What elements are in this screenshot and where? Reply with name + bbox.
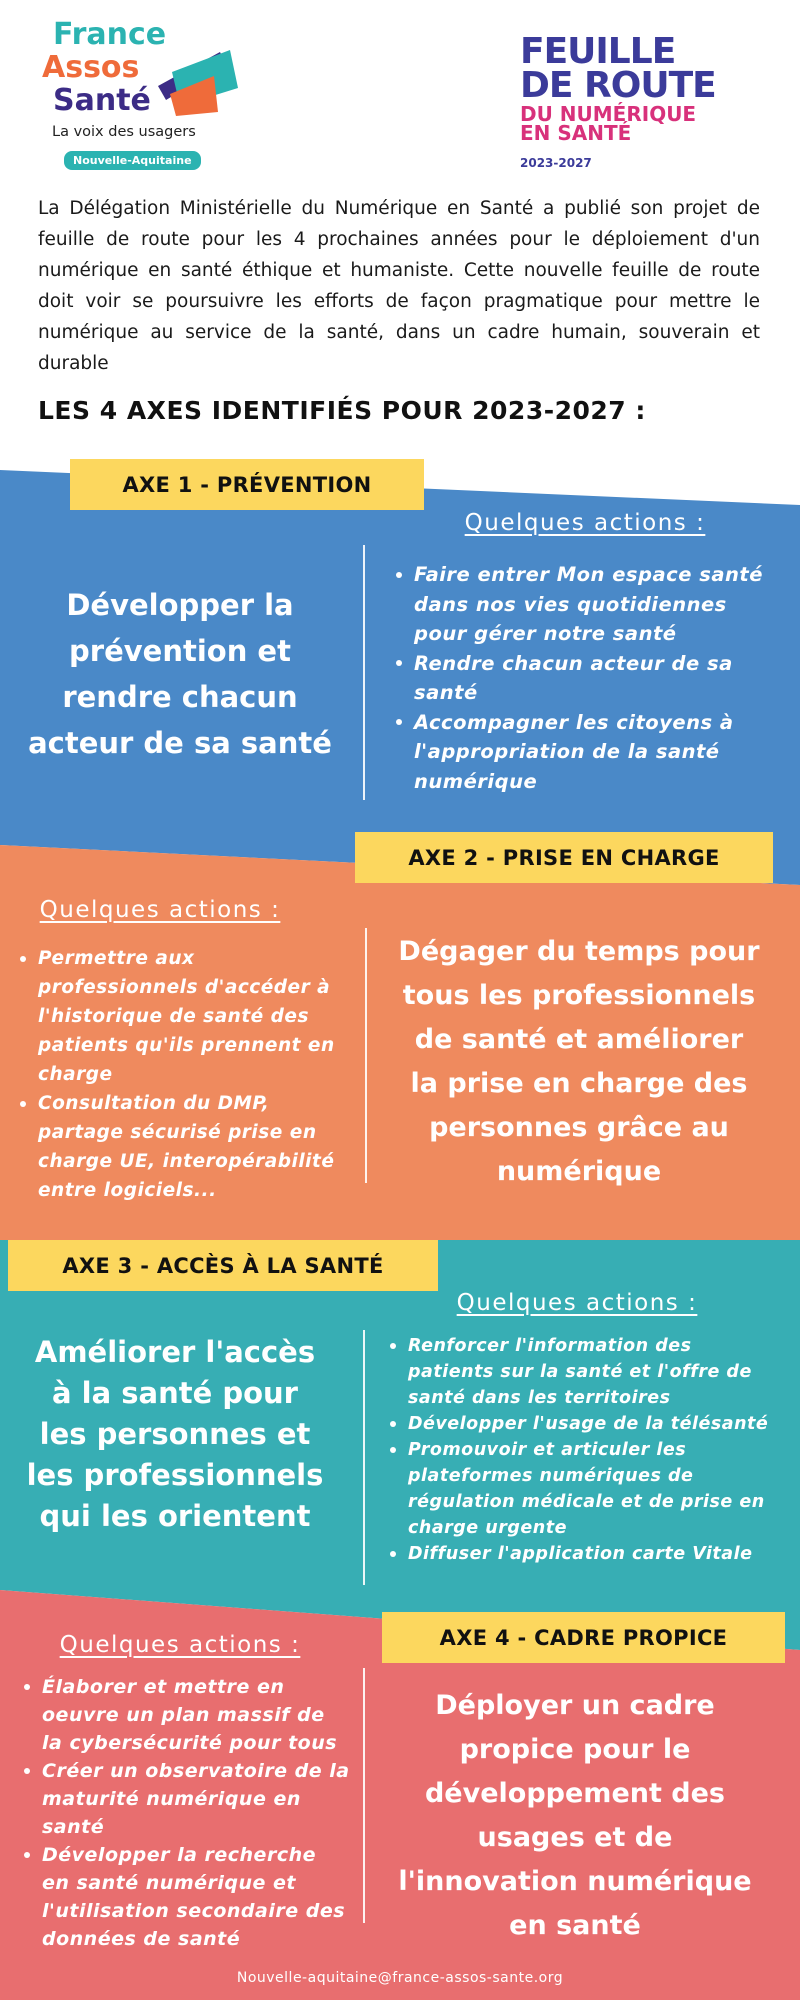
- axe4-action-item: Élaborer et mettre en oeuvre un plan massif de la cybersécurité pour tous: [20, 1673, 350, 1757]
- axe3-label: AXE 3 - ACCÈS À LA SANTÉ: [8, 1240, 438, 1291]
- footer-email[interactable]: Nouvelle-aquitaine@france-assos-sante.org: [236, 1970, 564, 1986]
- logo-du-numerique: DU NUMÉRIQUE: [520, 102, 697, 126]
- logo-word-france: France: [53, 17, 167, 52]
- axe4-actions-list: [20, 1673, 350, 1953]
- axe4-label: AXE 4 - CADRE PROPICE: [382, 1612, 785, 1663]
- logo-de-route: DE ROUTE: [520, 65, 716, 106]
- axe3-goal: Améliorer l'accès à la santé pour les personnes et les professionnels qui les orientent: [26, 1335, 324, 1533]
- axe1-divider: [363, 545, 365, 800]
- axe1-label: AXE 1 - PRÉVENTION: [70, 459, 424, 510]
- logo-tagline: La voix des usagers: [52, 124, 196, 140]
- feuille-de-route-logo: [520, 31, 760, 174]
- axe4-actions-title: Quelques actions :: [59, 1632, 301, 1658]
- logo-ribbon-icon: [150, 42, 240, 122]
- axe1-actions-list: [392, 560, 772, 796]
- axe2-label: AXE 2 - PRISE EN CHARGE: [355, 832, 773, 883]
- axe1-actions-title: Quelques actions :: [464, 510, 706, 536]
- axe1-action-item: Faire entrer Mon espace santé dans nos vies quotidiennes pour gérer notre santé: [392, 560, 772, 649]
- logo-word-sante: Santé: [53, 83, 151, 118]
- axe3-action-item: Promouvoir et articuler les plateformes numériques de régulation médicale et de prise en charge urgente: [386, 1437, 778, 1541]
- axe3-divider: [363, 1330, 365, 1585]
- axe3-actions-title: Quelques actions :: [456, 1290, 698, 1316]
- axe1-action-item: Accompagner les citoyens à l'appropriation de la santé numérique: [392, 708, 772, 797]
- logo-feuille: FEUILLE: [520, 31, 676, 72]
- france-assos-sante-logo: [40, 16, 240, 176]
- axe2-goal: Dégager du temps pour tous les professionnels de santé et améliorer la prise en charge des personnes grâce au numérique: [398, 936, 760, 1187]
- logo-word-assos: Assos: [42, 50, 140, 85]
- axe3-action-item: Développer l'usage de la télésanté: [386, 1411, 778, 1437]
- axe3-action-item: Diffuser l'application carte Vitale: [386, 1541, 778, 1567]
- axe1-action-item: Rendre chacun acteur de sa santé: [392, 649, 772, 708]
- region-badge: Nouvelle-Aquitaine: [64, 151, 201, 170]
- logo-en-sante: EN SANTÉ: [520, 121, 632, 145]
- axe3-actions-list: [386, 1333, 778, 1567]
- axe4-goal: Déployer un cadre propice pour le développement des usages et de l'innovation numérique en santé: [398, 1690, 752, 1941]
- axe2-action-item: Permettre aux professionnels d'accéder à l'historique de santé des patients qu'ils prennent en charge: [16, 944, 346, 1089]
- axe2-action-item: Consultation du DMP, partage sécurisé prise en charge UE, interopérabilité entre logiciels...: [16, 1089, 346, 1205]
- section-title: LES 4 AXES IDENTIFIÉS POUR 2023-2027 :: [38, 396, 646, 425]
- axe2-actions-list: [16, 944, 346, 1205]
- intro-paragraph: La Délégation Ministérielle du Numérique en Santé a publié son projet de feuille de route pour les 4 prochaines années pour le déploiement d'un numérique en santé éthique et humaniste. Cette nouvelle feuille de route doit voir se poursuivre les efforts de façon pragmatique pour mettre le numérique au service de la santé, dans un cadre humain, souverain et durable: [38, 198, 760, 374]
- axe4-divider: [363, 1668, 365, 1923]
- axe3-action-item: Renforcer l'information des patients sur la santé et l'offre de santé dans les territoires: [386, 1333, 778, 1411]
- axe1-goal: Développer la prévention et rendre chacun acteur de sa santé: [28, 588, 332, 760]
- logo-years: 2023-2027: [520, 156, 592, 170]
- axe2-divider: [365, 928, 367, 1183]
- axe4-action-item: Créer un observatoire de la maturité numérique en santé: [20, 1757, 350, 1841]
- axe2-actions-title: Quelques actions :: [39, 897, 281, 923]
- axe4-action-item: Développer la recherche en santé numérique et l'utilisation secondaire des données de santé: [20, 1841, 350, 1953]
